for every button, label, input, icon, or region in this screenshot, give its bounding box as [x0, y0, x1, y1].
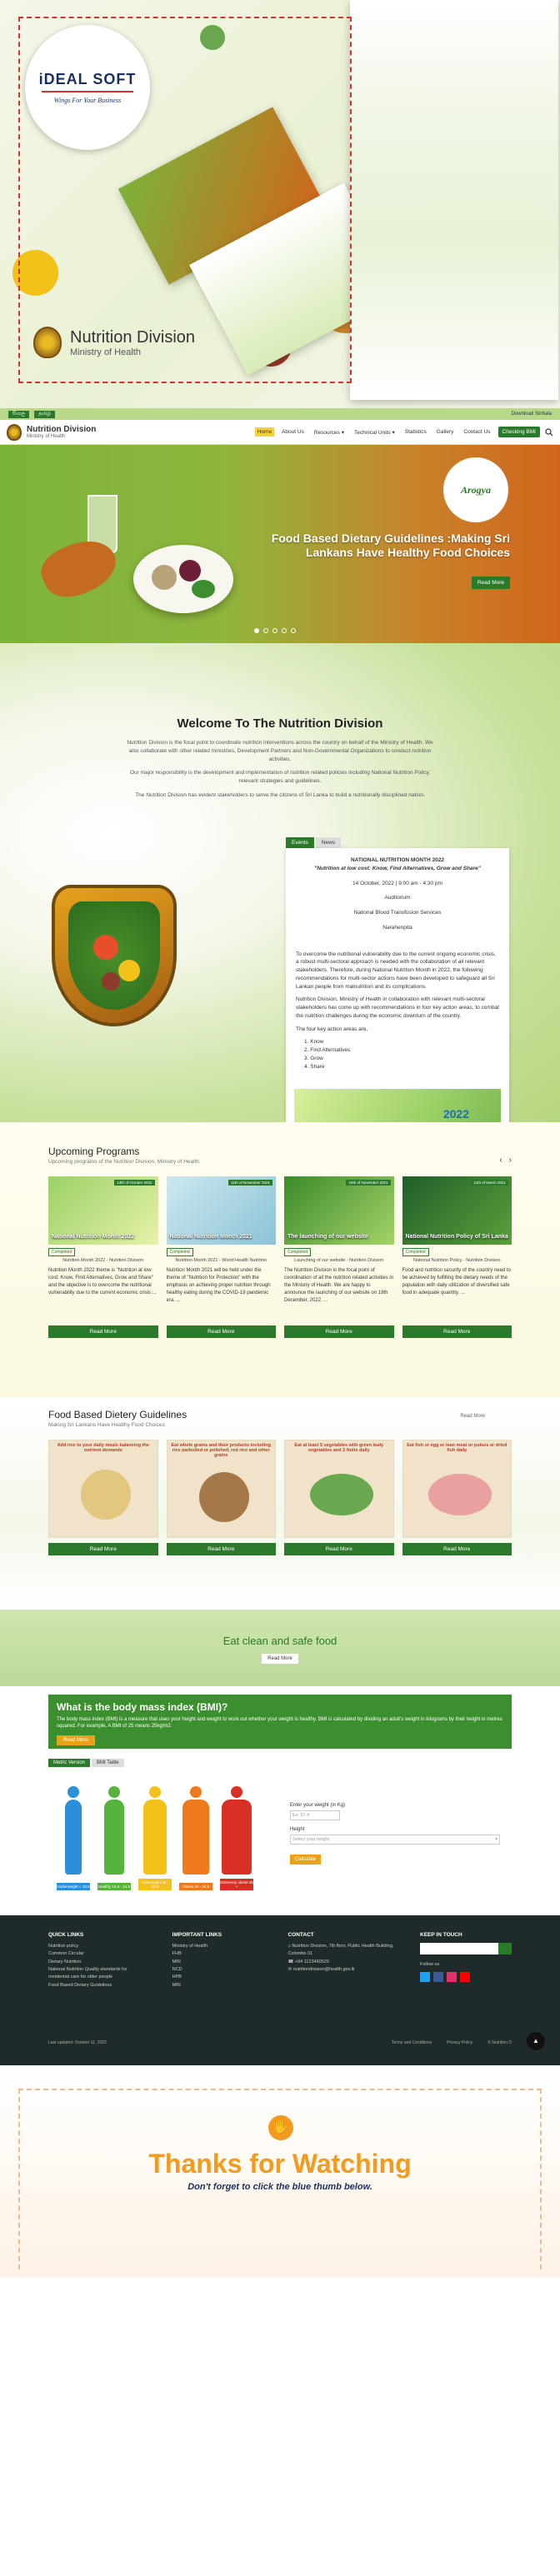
eat-clean-banner: [0, 1610, 560, 1686]
chevron-left-icon[interactable]: ‹: [499, 1156, 502, 1165]
footer-link[interactable]: Common Circular: [48, 1951, 84, 1957]
thanks-subtitle: Don't forget to click the blue thumb below.: [188, 2182, 372, 2192]
program-subtitle: Launching of our website - Nutrition Division: [294, 1258, 384, 1263]
event-body: To overcome the nutritional vulnerability due to the current ongoing economic crisis, a robust multi-sectoral approach is needed with the collaboration of all relevant stakeholders. Therefore, during National Nutrition Month in 2022, the following recommendations for multi-sector actions have been developed to safeguard all Sri Lankan people from malnutrition and its complications.: [296, 951, 496, 990]
height-select[interactable]: Select your height ▾: [290, 1835, 500, 1845]
nav-gallery[interactable]: Gallery: [436, 429, 454, 435]
nav-statistics[interactable]: Statistics: [404, 429, 427, 435]
section-title: Upcoming Programs: [48, 1146, 140, 1157]
section-subtitle: Making Sri Lankans Have Healthy Food Choices: [48, 1422, 165, 1428]
program-card: [48, 1176, 158, 1338]
event-venue: National Blood Transfusion Services: [353, 910, 442, 916]
welcome-section: [0, 643, 560, 1122]
bmi-form: [290, 1803, 500, 1865]
nav-brand-subtitle: Ministry of Health: [27, 434, 66, 439]
guideline-card: [48, 1440, 158, 1555]
read-more-button[interactable]: Read More: [167, 1543, 277, 1555]
program-date: 11th of March 2021: [472, 1180, 508, 1186]
section-subtitle: Upcoming programs of the Nutrition Division, Ministry of Health: [48, 1159, 199, 1165]
program-image[interactable]: [48, 1176, 158, 1245]
footer-link[interactable]: NCD: [172, 1967, 182, 1973]
poster-year: 2022: [442, 1107, 469, 1121]
footer-contact: [288, 1932, 395, 1989]
status-badge: Completed: [402, 1248, 429, 1256]
arogya-badge: Arogya: [443, 457, 508, 522]
program-text: Nutrition Month 2022 theme is "Nutrition at low cost: Know, Find Alternatives, Grow and Share" and the objective is to overcome the nutritional vulnerability due to the current economic crisis ...: [48, 1268, 157, 1295]
list-item: 3. Grow: [304, 1055, 323, 1061]
footer-link[interactable]: HPB: [172, 1974, 182, 1980]
nav-brand[interactable]: [7, 424, 96, 441]
event-date: 14 October, 2022 | 9:00 am - 4:30 pm: [352, 880, 442, 886]
nav-resources[interactable]: Resources ▾: [313, 429, 344, 436]
tab-news[interactable]: News: [316, 837, 341, 848]
footer-link[interactable]: FHB: [172, 1951, 182, 1957]
website: [0, 408, 560, 2065]
program-image-label: National Nutrition Month 2021: [169, 1234, 252, 1240]
read-more-button[interactable]: Read More: [402, 1325, 512, 1338]
promo-hero: [0, 0, 560, 408]
main-nav: [0, 420, 560, 445]
event-actions-list: [296, 1038, 499, 1071]
footer-heading: KEEP IN TOUCH: [420, 1932, 462, 1938]
top-bar: [0, 408, 560, 420]
logo-divider: [42, 91, 133, 92]
guideline-image[interactable]: [402, 1440, 512, 1538]
terms-link[interactable]: Terms and Conditions: [391, 2040, 432, 2045]
slider-read-more[interactable]: Read More: [472, 577, 510, 589]
bmi-figure-label: Healthy 18.5 - 24.9: [98, 1885, 131, 1889]
footer-important-links: [172, 1932, 263, 1989]
chevron-right-icon[interactable]: ›: [508, 1156, 512, 1165]
guideline-title: Eat at least 5 vegetables with green leafy vegetables and 2 fruits daily: [294, 1443, 384, 1453]
slider-dots: [254, 628, 296, 633]
privacy-link[interactable]: Privacy Policy: [447, 2040, 473, 2045]
eat-clean-title: Eat clean and safe food: [222, 1635, 338, 1647]
footer-phone: ☎ +94 1123460520: [288, 1959, 329, 1964]
slider-dot[interactable]: [263, 628, 268, 633]
program-image[interactable]: [284, 1176, 394, 1245]
read-more-button[interactable]: Read More: [284, 1543, 394, 1555]
guideline-image[interactable]: [284, 1440, 394, 1538]
food-plate-image: [133, 545, 233, 613]
nav-home[interactable]: Home: [255, 427, 274, 437]
program-date: 11th of November 2021: [228, 1180, 272, 1186]
footer-link[interactable]: National Nutrition Quality standards for residential care for older people: [48, 1967, 128, 1980]
welcome-heading: Welcome To The Nutrition Division: [177, 716, 383, 731]
social-links: [420, 1972, 512, 1982]
emblem-icon: [7, 424, 22, 441]
ministry-brand: [33, 327, 195, 358]
youtube-icon[interactable]: [460, 1972, 470, 1982]
thanks-slide: [0, 2065, 560, 2278]
bmi-figure-label: Extremely obese 35 +: [220, 1880, 253, 1889]
footer-quick-links: [48, 1932, 148, 1989]
read-more-button[interactable]: Read More: [284, 1325, 394, 1338]
footer-address: ⌂ Nutrition Division, 7th floor, Public Health Building, Colombo 01: [288, 1944, 394, 1957]
bmi-figure-label: Obese 30 - 34.9: [179, 1883, 212, 1890]
bmi-read-more[interactable]: Read More: [57, 1735, 95, 1745]
thumbs-up-icon: ✋: [268, 2115, 293, 2140]
program-card: [167, 1176, 277, 1338]
status-badge: Completed: [48, 1248, 75, 1256]
footer-keep-in-touch: [420, 1932, 512, 1989]
bmi-figure-obese: [179, 1786, 212, 1890]
program-image-label: National Nutrition Policy of Sri Lanka: [405, 1234, 508, 1240]
bmi-figures: [57, 1786, 253, 1890]
list-item: 1. Know: [304, 1039, 324, 1046]
twitter-icon[interactable]: [420, 1972, 430, 1982]
bmi-tabs: [48, 1759, 512, 1767]
bmi-title: What is the body mass index (BMI)?: [57, 1701, 228, 1713]
search-icon[interactable]: [545, 428, 553, 437]
slider-title: Food Based Dietary Guidelines :Making Sri Lankans Have Healthy Food Choices: [271, 532, 510, 559]
tab-events[interactable]: Events: [286, 837, 314, 848]
site-footer: [0, 1915, 560, 2065]
bmi-figure-extremely-obese: [220, 1786, 253, 1890]
event-body: The four key action areas are,: [296, 1026, 368, 1032]
height-label: Height: [290, 1827, 305, 1832]
last-updated: Last updated: October 11, 2022: [48, 2040, 107, 2045]
website-mockup-3: [350, 0, 558, 400]
carousel-arrows: [499, 1156, 512, 1165]
checking-bmi-button[interactable]: Checking BMI: [498, 427, 540, 437]
guideline-card: [402, 1440, 512, 1555]
read-more-button[interactable]: Read More: [167, 1325, 277, 1338]
footer-link[interactable]: MRI: [172, 1982, 181, 1988]
footer-bottom: [48, 2040, 512, 2045]
tab-metric-version[interactable]: Metric Version: [48, 1759, 90, 1767]
submit-icon[interactable]: [498, 1943, 512, 1954]
guideline-image[interactable]: [167, 1440, 277, 1538]
weight-label: Enter your weight (in Kg): [290, 1803, 346, 1808]
footer-email[interactable]: ✉ nutritiondivision@health.gov.lk: [288, 1967, 355, 1973]
footer-link[interactable]: Ministry of Health: [172, 1944, 208, 1949]
guideline-title: Eat fish or egg or lean meat or pulses or dried fish daily: [407, 1443, 508, 1453]
nav-about[interactable]: About Us: [282, 429, 304, 435]
newsletter-input[interactable]: [420, 1943, 512, 1954]
program-date: 13th of October 2022: [114, 1180, 154, 1186]
follow-label: Follow us: [420, 1962, 440, 1967]
lang-tamil[interactable]: தமிழ்: [34, 411, 55, 418]
instagram-icon[interactable]: [447, 1972, 457, 1982]
chevron-up-icon: ▲: [532, 2037, 539, 2044]
program-card: [284, 1176, 394, 1338]
scroll-top-button[interactable]: [527, 2032, 545, 2050]
weight-input[interactable]: Ex: 57.4: [290, 1810, 340, 1820]
slider-dot[interactable]: [282, 628, 287, 633]
program-cards: [48, 1176, 512, 1338]
facebook-icon[interactable]: [433, 1972, 443, 1982]
read-more-button[interactable]: Read More: [402, 1543, 512, 1555]
footer-link[interactable]: MRI: [172, 1959, 181, 1964]
calculate-button[interactable]: Calculate: [290, 1855, 321, 1865]
list-item: 4. Share: [304, 1063, 325, 1070]
event-theme: "Nutrition at low cost: Know, Find Alternatives, Grow and Share": [314, 865, 481, 871]
nav-contact[interactable]: Contact Us: [463, 429, 491, 435]
program-date: 19th of November 2021: [346, 1180, 390, 1186]
eat-clean-read-more[interactable]: Read More: [262, 1654, 298, 1664]
nav-technical-units[interactable]: Technical Units ▾: [353, 429, 395, 436]
thanks-title: Thanks for Watching: [148, 2149, 412, 2179]
event-body: Nutrition Division, Ministry of Health in collaboration with relevant multi-sectoral stakeholders has come up with recommendations in four key action areas, to combat the nutrition challenges during the economic downturn of the country.: [296, 996, 499, 1019]
list-item: 2. Find Alternatives: [304, 1047, 351, 1053]
bmi-text: The body mass index (BMI) is a measure that uses your height and weight to work out whether your weight is healthy. BMI is calculated by dividing an adult's weight in kilograms by their height in metres squared. For example, A BMI of 25 means 25kg/m2.: [57, 1717, 502, 1730]
guideline-card: [167, 1440, 277, 1555]
guides-read-more[interactable]: Read More: [460, 1414, 485, 1419]
lang-sinhala[interactable]: සිංහල: [8, 411, 29, 418]
section-title: Food Based Dietery Guidelines: [48, 1409, 188, 1420]
program-subtitle: Nutrition Month 2021 - World Health Nutrition: [175, 1258, 268, 1263]
program-image[interactable]: [167, 1176, 277, 1245]
bmi-info-box: [48, 1695, 512, 1749]
hero-slider: [0, 445, 560, 643]
nutrition-shield-image: [52, 885, 177, 1026]
download-link[interactable]: Download Sinhala: [511, 412, 552, 417]
program-card: [402, 1176, 512, 1338]
events-tabs: [286, 837, 341, 848]
bmi-figure-underweight: [57, 1786, 90, 1890]
event-venue: Auditorium: [384, 895, 411, 901]
footer-link[interactable]: Nutrition policy: [48, 1944, 79, 1949]
welcome-paragraph: Our major responsibility is the development and implementation of nutrition related policies including National Nutrition Policy, relevant strategies and guidelines.: [129, 770, 431, 784]
bmi-figure-label: Overweight 25 - 29.9: [138, 1879, 172, 1890]
program-subtitle: National Nutrition Policy - Nutrition Division: [412, 1258, 501, 1263]
footer-link[interactable]: Dietary Nutrition: [48, 1959, 82, 1964]
emblem-icon: [33, 327, 62, 358]
guideline-card: [284, 1440, 394, 1555]
bmi-figure-overweight: [138, 1786, 172, 1890]
copyright: © Nutrition D: [488, 2040, 512, 2045]
status-badge: Completed: [284, 1248, 311, 1256]
footer-heading: QUICK LINKS: [48, 1932, 84, 1938]
status-badge: Completed: [167, 1248, 193, 1256]
footer-heading: IMPORTANT LINKS: [172, 1932, 222, 1938]
read-more-button[interactable]: Read More: [48, 1325, 158, 1338]
bmi-section: [0, 1686, 560, 1915]
ministry-subtitle: Ministry of Health: [70, 347, 141, 357]
program-subtitle: Nutrition Month 2022 - Nutrition Division: [62, 1258, 144, 1263]
welcome-paragraph: The Nutrition Division has evident stakeholders to serve the citizens of Sri Lanka to build a nutritionally disciplined nation.: [135, 791, 425, 798]
ministry-title: Nutrition Division: [70, 327, 196, 347]
footer-link[interactable]: Food Based Dietary Guidelines: [48, 1982, 112, 1988]
read-more-button[interactable]: Read More: [48, 1543, 158, 1555]
guideline-title: Add rice to your daily meals balancing the nutrient demands: [57, 1443, 149, 1453]
logo-brand: iDEAL SOFT: [38, 71, 137, 87]
event-title: NATIONAL NUTRITION MONTH 2022: [350, 857, 445, 863]
program-image-label: National Nutrition Month 2022: [52, 1234, 135, 1240]
event-venue: Narahenpita: [382, 924, 412, 931]
idealsoft-logo: [25, 25, 150, 150]
upcoming-programs: [0, 1122, 560, 1397]
program-image[interactable]: [402, 1176, 512, 1245]
dietary-guidelines: [0, 1397, 560, 1610]
slider-dot[interactable]: [254, 628, 259, 633]
logo-tagline: Wings For Your Business: [53, 97, 122, 104]
tab-bmi-table[interactable]: BMI Table: [92, 1759, 124, 1767]
bmi-figure-label: Underweight < 18.5: [57, 1885, 90, 1889]
program-text: The Nutrition Division is the focal point of coordination of all the nutrition related activities in the Ministry of Health. We are happy to announce the launching of our website on 19th December, 2022. ...: [284, 1268, 394, 1303]
guideline-image[interactable]: [48, 1440, 158, 1538]
program-image-label: The launching of our website: [288, 1234, 368, 1240]
program-text: Nutrition Month 2021 will be held under the theme of "Nutrition for Protection" with the emphasis on achieving proper nutrition through healthy eating during the COVID-19 pandemic era. ...: [166, 1268, 271, 1303]
footer-heading: CONTACT: [288, 1932, 314, 1938]
slider-dot[interactable]: [291, 628, 296, 633]
guideline-title: Eat whole grains and their products including rice parboiled or polished, red rice and other grains: [171, 1443, 271, 1458]
slider-dot[interactable]: [272, 628, 278, 633]
welcome-paragraph: Nutrition Division is the focal point to coordinate nutrition interventions across the country on behalf of the Ministry of Health. We also collaborate with other related ministries, Development Partners and Non-Governmental Organizations to conduct nutrition activities.: [127, 740, 433, 762]
nav-brand-title: Nutrition Division: [27, 425, 97, 434]
program-text: Food and nutrition security of the country need to be achieved by fulfilling the dietary needs of the population with daily utilization of diversified safe food in adequate quantity. ...: [402, 1268, 511, 1295]
guideline-cards: [48, 1440, 512, 1555]
bmi-figure-healthy: [98, 1786, 131, 1890]
